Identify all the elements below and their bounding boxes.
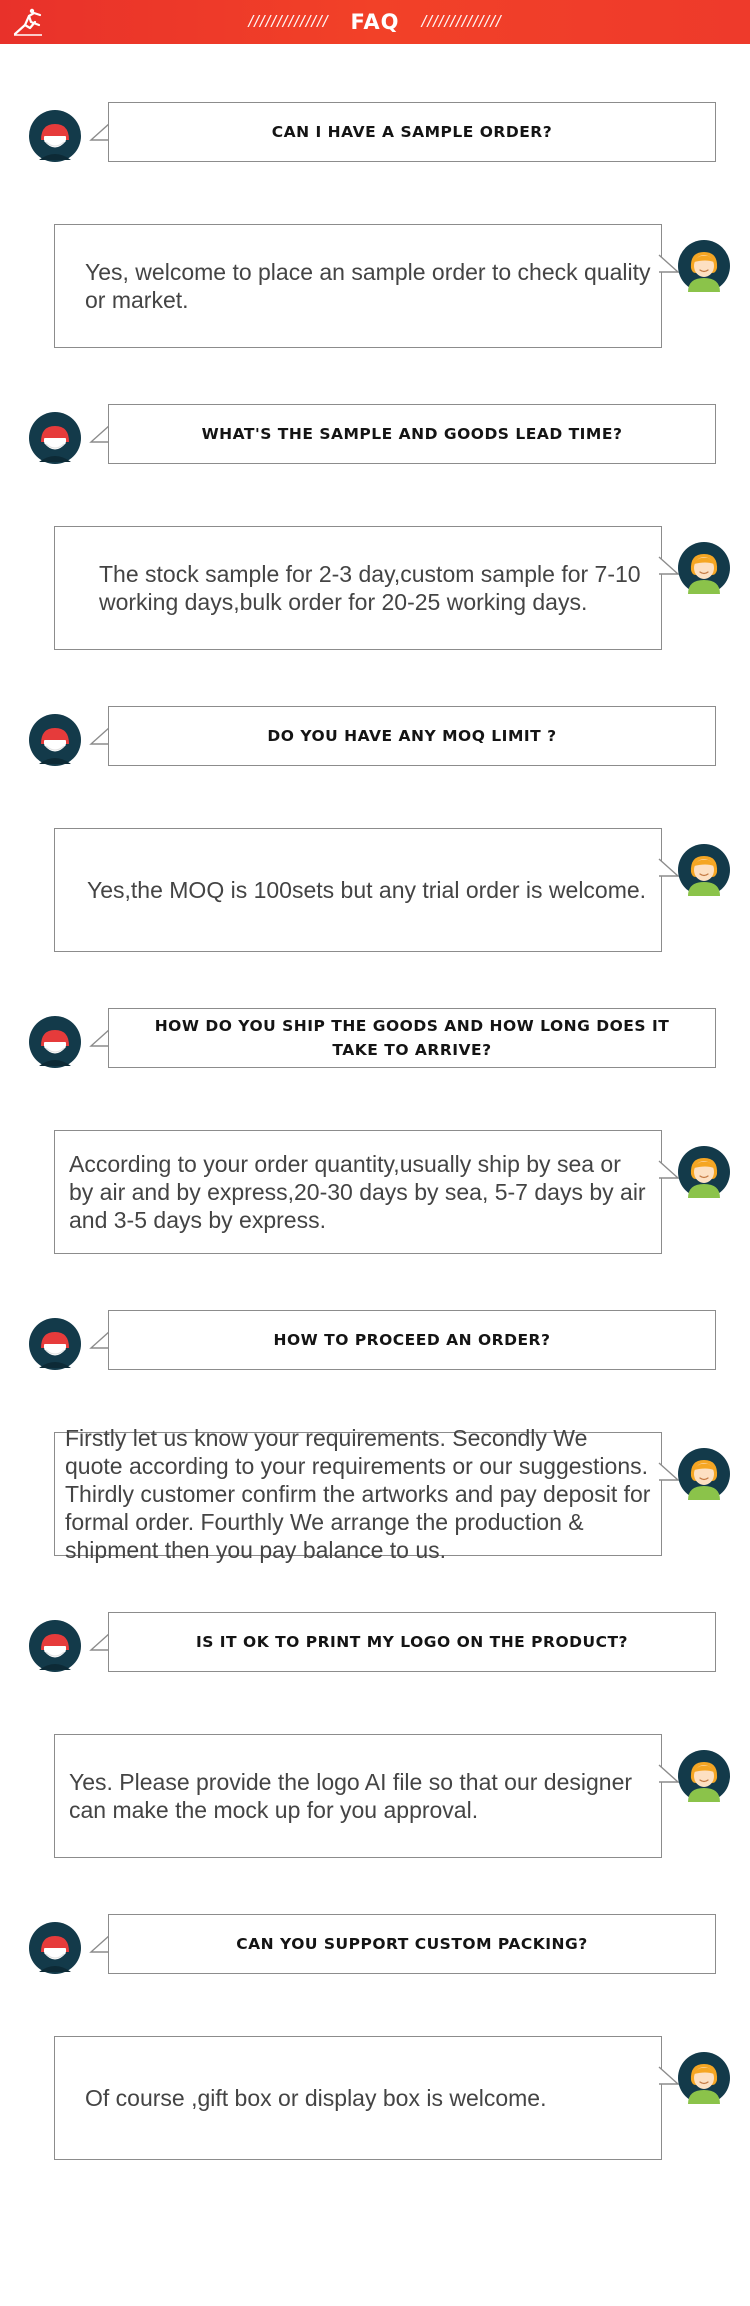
speech-tail-icon [658, 1460, 680, 1486]
masked-avatar-icon [29, 412, 81, 464]
faq-item [0, 906, 750, 1233]
smiling-girl-avatar-icon [678, 844, 730, 896]
speech-tail-icon [658, 554, 680, 580]
speech-tail-icon [658, 856, 680, 882]
masked-avatar-icon [29, 1016, 81, 1068]
smiling-girl-avatar-icon [678, 1750, 730, 1802]
question-box: WHAT'S THE SAMPLE AND GOODS LEAD TIME? [108, 404, 716, 464]
smiling-girl-avatar-icon [678, 2052, 730, 2104]
question-box: HOW DO YOU SHIP THE GOODS AND HOW LONG DOES IT TAKE TO ARRIVE? [108, 1008, 716, 1068]
speech-tail-icon [658, 2064, 680, 2090]
masked-avatar-icon [29, 1922, 81, 1974]
question-box: DO YOU HAVE ANY MOQ LIMIT ? [108, 706, 716, 766]
masked-avatar-icon [29, 1318, 81, 1370]
answer-box: Firstly let us know your requirements. Secondly We quote according to your requirements or our suggestions. Thirdly customer confirm the artworks and pay deposit for formal order. Fourthly We arrange the production & shipment then you pay balance to us. [54, 1432, 662, 1556]
faq-item [0, 0, 750, 313]
question-box: HOW TO PROCEED AN ORDER? [108, 1310, 716, 1370]
masked-avatar-icon [29, 1620, 81, 1672]
speech-tail-icon [658, 252, 680, 278]
answer-box: Of course ,gift box or display box is welcome. [54, 2036, 662, 2160]
decorative-slashes-right: ////////////// [421, 12, 502, 31]
speech-tail-icon [658, 1762, 680, 1788]
faq-item [0, 1510, 750, 1823]
faq-item [0, 1812, 750, 2114]
decorative-slashes-left: ////////////// [248, 12, 329, 31]
faq-item [0, 302, 750, 615]
answer-box: Yes. Please provide the logo AI file so that our designer can make the mock up for you approval. [54, 1734, 662, 1858]
faq-item [0, 1208, 750, 1563]
answer-box: Yes,the MOQ is 100sets but any trial order is welcome. [54, 828, 662, 952]
question-box: IS IT OK TO PRINT MY LOGO ON THE PRODUCT? [108, 1612, 716, 1672]
smiling-girl-avatar-icon [678, 240, 730, 292]
smiling-girl-avatar-icon [678, 1146, 730, 1198]
masked-avatar-icon [29, 110, 81, 162]
faq-item [0, 604, 750, 906]
smiling-girl-avatar-icon [678, 1448, 730, 1500]
answer-box: Yes, welcome to place an sample order to check quality or market. [54, 224, 662, 348]
answer-box: The stock sample for 2-3 day,custom sample for 7-10 working days,bulk order for 20-25 working days. [54, 526, 662, 650]
smiling-girl-avatar-icon [678, 542, 730, 594]
question-box: CAN I HAVE A SAMPLE ORDER? [108, 102, 716, 162]
speech-tail-icon [658, 1158, 680, 1184]
answer-box: According to your order quantity,usually ship by sea or by air and by express,20-30 days by sea, 5-7 days by air and 3-5 days by express. [54, 1130, 662, 1254]
question-box: CAN YOU SUPPORT CUSTOM PACKING? [108, 1914, 716, 1974]
page-title: FAQ [350, 10, 400, 34]
masked-avatar-icon [29, 714, 81, 766]
